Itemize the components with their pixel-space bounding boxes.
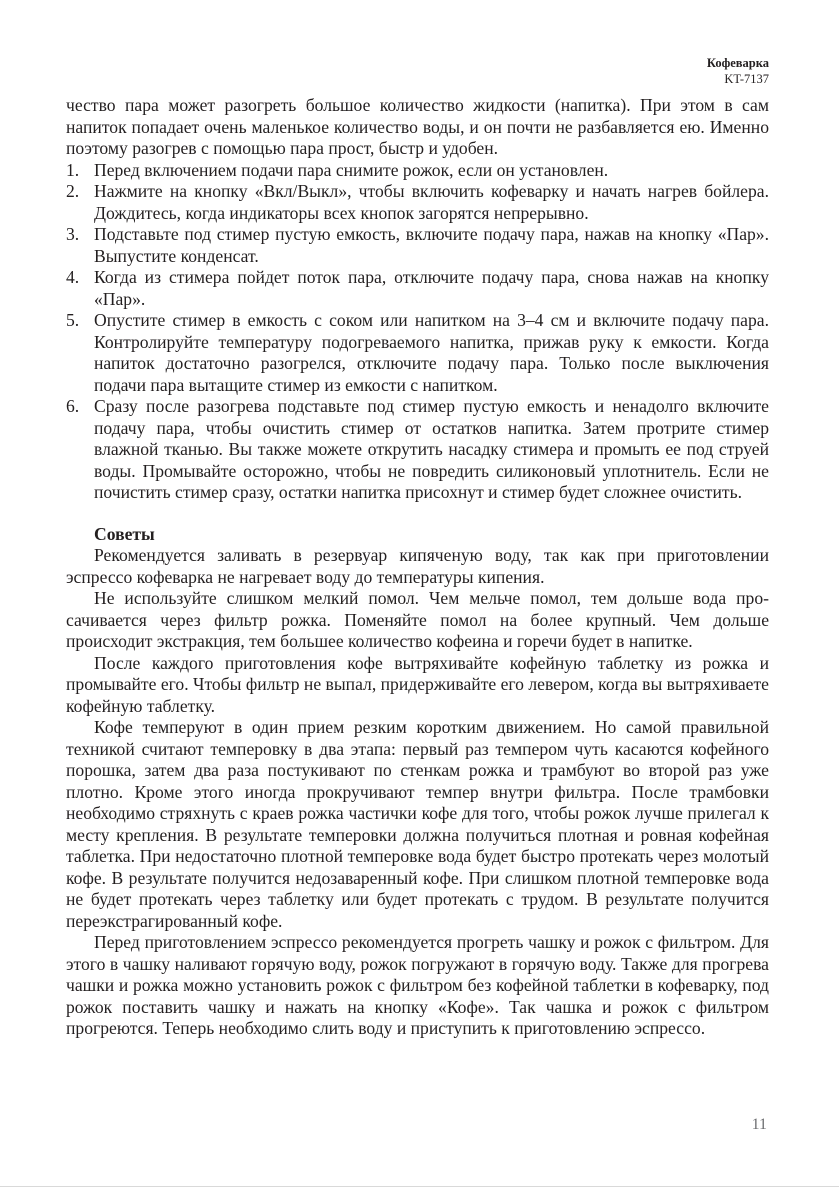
step-text: Когда из стимера пойдет поток пара, отключите подачу пара, снова нажав на кнопку «Пар». [94, 267, 769, 309]
intro-paragraph: чество пара может разогреть большое количество жидкости (напитка). При этом в сам напиток попадает очень маленькое количество воды, и он почти не разбавляется ею. Именно поэтому разогрев с помощью пара прост, быстр и удобен. [66, 95, 769, 158]
step-text: Опустите стимер в емкость с соком или напитком на 3–4 см и включите подачу пара. Контролируйте температуру подогреваемого напитка, прижав руку к емкости. Когда напиток достаточно разогрелся, отключите подачу пара. Только после выключения подачи пара вытащите стимер из емкости с напитком. [94, 310, 769, 395]
running-header [707, 55, 769, 87]
tip-paragraph: После каждого приготовления кофе вытряхивайте кофейную таблетку из рожка и промывайте его. Чтобы фильтр не выпал, придерживайте его левером, когда вы вытряхиваете кофейную таблетку. [66, 652, 769, 716]
step-number: 4. [66, 267, 80, 287]
step-number: 6. [66, 396, 80, 416]
list-item [66, 224, 769, 267]
tips-heading: Советы [94, 523, 155, 544]
step-text: Перед включением подачи пара снимите рожок, если он установлен. [94, 159, 609, 180]
tip-paragraph: Перед приготовлением эспрессо рекомендуется прогреть чашку и рожок с фильтром. Для этого в чашку наливают горячую воду, рожок погружают в горячую воду. Также для прогрева чашки и рожка можно установить рожок с фильтром без кофейной таблетки в кофеварку, под рожок поставить чашку и нажать на кнопку «Кофе». Так чашка и рожок с фильтром прогреются. Теперь необходимо слить воду и приступить к приготовлению эспрессо. [66, 932, 769, 1038]
step-text: Подставьте под стимер пустую емкость, включите подачу пара, нажав на кнопку «Пар». Выпустите конденсат. [94, 224, 769, 266]
step-number: 5. [66, 310, 80, 330]
list-item [66, 267, 769, 310]
header-model-number: KT-7137 [724, 72, 769, 86]
step-number: 2. [66, 181, 80, 201]
tip-paragraph: Кофе темперуют в один прием резким коротким движением. Но самой правильной техникой считают темперовку в два этапа: первый раз темпером чуть касаются кофейного порошка, затем два раза постукивают по стенкам рожка и трамбуют во второй раз уже плотно. Кроме этого иногда прокручивают темпер внутри фильтра. После трамбовки необходимо стряхнуть с краев рожка частички кофе для того, чтобы рожок лучше прилегал к месту крепления. В результате темперовки должна получиться плотная и ровная кофейная таблетка. При недостаточно плотной темперовке вода будет быстро протекать через молотый кофе. В результате получится недозаваренный кофе. При слишком плотной темперовке вода не будет протекать через таблетку или будет протекать с трудом. В результате получится переэкстрагированный кофе. [66, 717, 769, 931]
list-item [66, 310, 769, 396]
step-number: 3. [66, 224, 80, 244]
step-number: 1. [66, 159, 80, 180]
page-number: 11 [751, 1116, 767, 1133]
list-item [66, 396, 769, 504]
header-product-name: Кофеварка [706, 56, 769, 70]
tip-paragraph: Не используйте слишком мелкий помол. Чем мельче помол, тем дольше вода просачивается через фильтр рожка. Поменяйте помол на более крупный. Чем дольше происходит экстракция, тем большее количество кофеина и горечи будет в напитке. [66, 588, 769, 651]
list-item [66, 181, 769, 224]
list-item [66, 160, 769, 182]
steam-steps-list [66, 160, 769, 504]
page-body [66, 95, 769, 1040]
step-text: Нажмите на кнопку «Вкл/Выкл», чтобы включить кофеварку и начать нагрев бойлера. Дождитесь, когда индикаторы всех кнопок загорятся непрерывно. [94, 181, 769, 223]
page-bottom-divider [0, 1186, 839, 1187]
tip-paragraph: Рекомендуется заливать в резервуар кипяченую воду, так как при приготовлении эспрессо кофеварка не нагревает воду до температуры кипения. [66, 545, 769, 587]
step-text: Сразу после разогрева подставьте под стимер пустую емкость и ненадолго включите подачу пара, чтобы очистить стимер от остатков напитка. Затем протрите стимер влажной тканью. Вы также можете открутить насадку стимера и промыть ее под струей воды. Промывайте осторожно, чтобы не повредить силиконовый уплотнитель. Если не почистить стимер сразу, остатки напитка присохнут и стимер будет сложнее очистить. [94, 396, 769, 502]
